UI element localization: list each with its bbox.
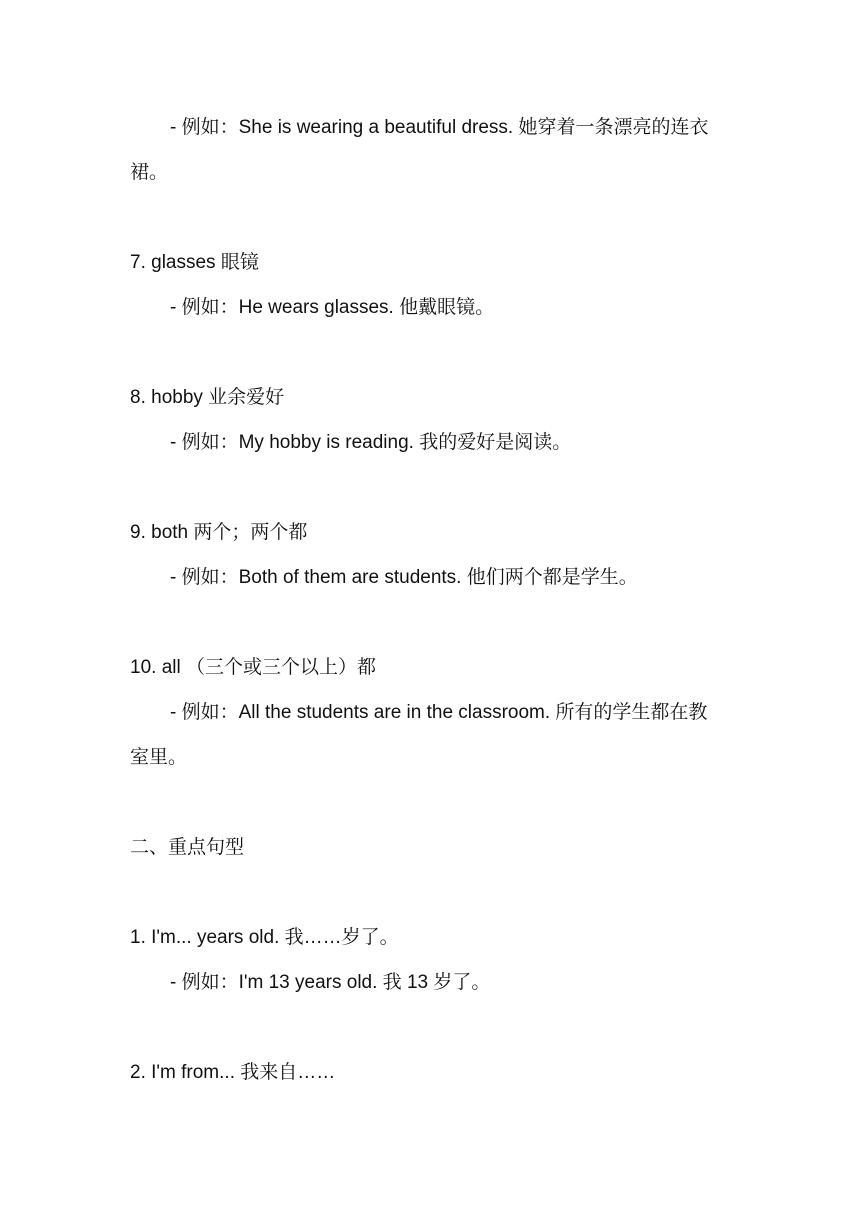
example-line-continuation: 室里。 [130,747,188,768]
example-line: - 例如：I'm 13 years old. 我 13 岁了。 [170,972,491,993]
example-line: - 例如：All the students are in the classroom. 所有的学生都在教 [170,702,708,723]
example-line: - 例如：He wears glasses. 他戴眼镜。 [170,297,495,318]
example-line: - 例如：She is wearing a beautiful dress. 她穿着一条漂亮的连衣 [170,117,709,138]
example-line: - 例如：My hobby is reading. 我的爱好是阅读。 [170,432,572,453]
vocab-item-9: 9. both 两个；两个都 [130,522,308,543]
vocab-item-7: 7. glasses 眼镜 [130,252,259,273]
sentence-pattern-2: 2. I'm from... 我来自…… [130,1062,336,1083]
example-line: - 例如：Both of them are students. 他们两个都是学生。 [170,567,638,588]
vocab-item-8: 8. hobby 业余爱好 [130,387,285,408]
section-heading: 二、重点句型 [130,837,245,858]
example-line-continuation: 裙。 [130,162,169,183]
vocab-item-10: 10. all （三个或三个以上）都 [130,657,376,678]
sentence-pattern-1: 1. I'm... years old. 我……岁了。 [130,927,399,948]
